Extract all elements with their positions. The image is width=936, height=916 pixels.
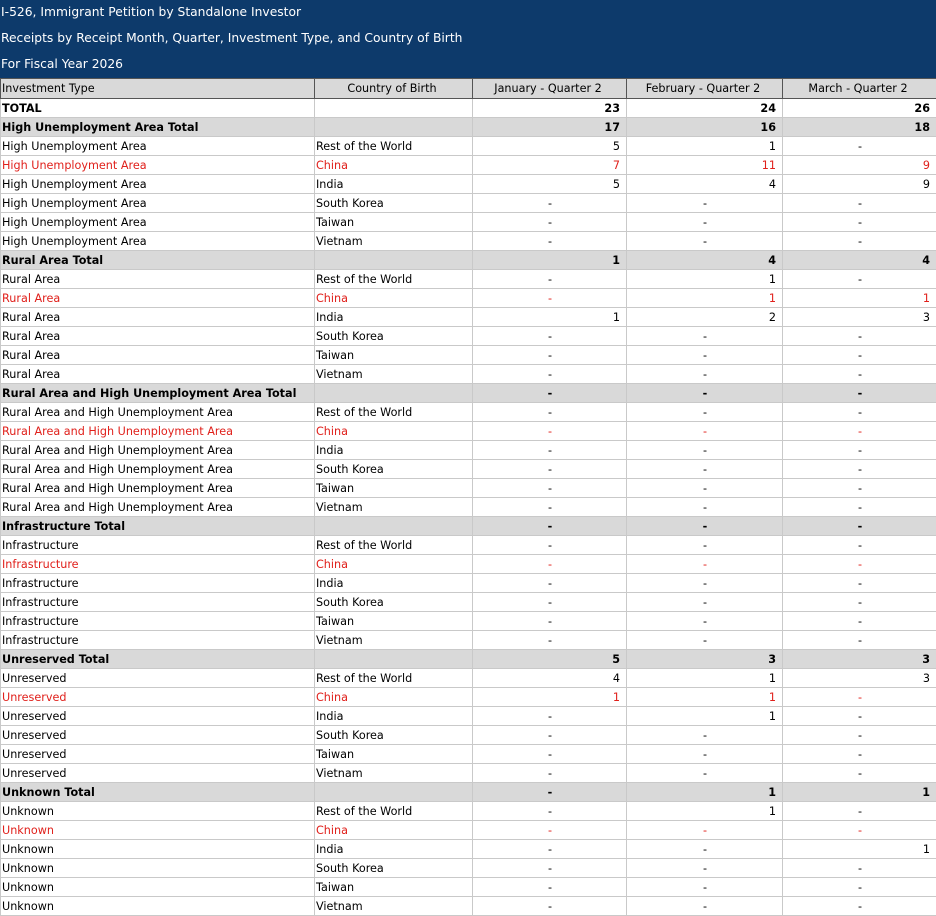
january-cell: - (473, 460, 627, 479)
march-cell: - (783, 232, 936, 251)
table-row (1, 137, 936, 156)
march-cell: - (783, 897, 936, 916)
table-row (1, 631, 936, 650)
january-cell: - (473, 859, 627, 878)
january-cell: - (473, 365, 627, 384)
table-total-row (1, 99, 936, 118)
country-cell (315, 650, 473, 669)
january-cell: - (473, 479, 627, 498)
country-cell: South Korea (315, 593, 473, 612)
investment-type-cell: High Unemployment Area (1, 137, 315, 156)
investment-type-cell: Rural Area Total (1, 251, 315, 270)
february-cell: - (627, 726, 783, 745)
report-title: I-526, Immigrant Petition by Standalone Investor (1, 5, 302, 19)
investment-type-cell: Rural Area and High Unemployment Area (1, 422, 315, 441)
country-cell: Rest of the World (315, 536, 473, 555)
country-cell: South Korea (315, 726, 473, 745)
investment-type-cell: Rural Area and High Unemployment Area (1, 498, 315, 517)
country-cell: Vietnam (315, 897, 473, 916)
country-cell: China (315, 422, 473, 441)
table-row (1, 669, 936, 688)
table-total-row (1, 251, 936, 270)
march-cell: - (783, 764, 936, 783)
february-cell: - (627, 479, 783, 498)
february-cell: - (627, 327, 783, 346)
investment-type-cell: Rural Area (1, 365, 315, 384)
march-cell: - (783, 403, 936, 422)
february-cell: - (627, 612, 783, 631)
investment-type-cell: Infrastructure (1, 555, 315, 574)
march-cell: 4 (783, 251, 936, 270)
table-row (1, 346, 936, 365)
country-cell: South Korea (315, 194, 473, 213)
february-cell: - (627, 403, 783, 422)
march-cell: 18 (783, 118, 936, 137)
report-subtitle: Receipts by Receipt Month, Quarter, Investment Type, and Country of Birth (1, 31, 463, 45)
table-row (1, 270, 936, 289)
march-cell: 26 (783, 99, 936, 118)
march-cell: - (783, 536, 936, 555)
investment-type-cell: Unreserved (1, 764, 315, 783)
february-cell: 1 (627, 802, 783, 821)
march-cell: - (783, 707, 936, 726)
march-cell: - (783, 593, 936, 612)
march-cell: - (783, 498, 936, 517)
country-cell: Rest of the World (315, 403, 473, 422)
table-row (1, 726, 936, 745)
investment-type-cell: Rural Area and High Unemployment Area (1, 460, 315, 479)
march-cell: 9 (783, 156, 936, 175)
february-cell: 16 (627, 118, 783, 137)
table-row (1, 764, 936, 783)
february-cell: - (627, 422, 783, 441)
table-total-row (1, 783, 936, 802)
january-cell: - (473, 707, 627, 726)
table-row (1, 612, 936, 631)
investment-type-cell: Infrastructure (1, 631, 315, 650)
february-cell: - (627, 878, 783, 897)
investment-type-cell: Unknown (1, 859, 315, 878)
march-cell: - (783, 460, 936, 479)
february-cell: - (627, 593, 783, 612)
january-cell: - (473, 270, 627, 289)
table-total-row (1, 517, 936, 536)
table-row (1, 175, 936, 194)
country-cell (315, 783, 473, 802)
table-row (1, 859, 936, 878)
march-cell: - (783, 802, 936, 821)
table-row (1, 194, 936, 213)
january-cell: 5 (473, 137, 627, 156)
table-row (1, 593, 936, 612)
january-cell: 4 (473, 669, 627, 688)
february-cell: - (627, 498, 783, 517)
march-cell: - (783, 422, 936, 441)
table-row (1, 821, 936, 840)
investment-type-cell: Unknown (1, 897, 315, 916)
investment-type-cell: Unknown Total (1, 783, 315, 802)
january-cell: - (473, 384, 627, 403)
january-cell: - (473, 878, 627, 897)
table-total-row (1, 384, 936, 403)
country-cell: Taiwan (315, 745, 473, 764)
table-row (1, 441, 936, 460)
investment-type-cell: Unreserved Total (1, 650, 315, 669)
january-cell: - (473, 232, 627, 251)
january-cell: 5 (473, 650, 627, 669)
january-cell: - (473, 327, 627, 346)
investment-type-cell: Unreserved (1, 745, 315, 764)
february-cell: - (627, 631, 783, 650)
march-cell: 9 (783, 175, 936, 194)
table-row (1, 897, 936, 916)
table-row (1, 878, 936, 897)
february-cell: - (627, 859, 783, 878)
january-cell: - (473, 517, 627, 536)
january-cell: - (473, 726, 627, 745)
february-cell: - (627, 460, 783, 479)
investment-type-cell: Rural Area (1, 270, 315, 289)
january-cell: 1 (473, 251, 627, 270)
table-row (1, 802, 936, 821)
column-header-country-of-birth: Country of Birth (315, 79, 473, 99)
country-cell: India (315, 441, 473, 460)
country-cell (315, 99, 473, 118)
february-cell: - (627, 517, 783, 536)
march-cell: - (783, 726, 936, 745)
investment-type-cell: Rural Area and High Unemployment Area Total (1, 384, 315, 403)
march-cell: - (783, 612, 936, 631)
march-cell: - (783, 441, 936, 460)
january-cell: - (473, 194, 627, 213)
march-cell: - (783, 878, 936, 897)
january-cell: - (473, 574, 627, 593)
january-cell: - (473, 536, 627, 555)
investment-type-cell: Unknown (1, 802, 315, 821)
table-row (1, 422, 936, 441)
investment-type-cell: Unreserved (1, 688, 315, 707)
investment-type-cell: Unreserved (1, 726, 315, 745)
investment-type-cell: Unreserved (1, 707, 315, 726)
february-cell: 1 (627, 707, 783, 726)
january-cell: - (473, 422, 627, 441)
january-cell: - (473, 612, 627, 631)
february-cell: 3 (627, 650, 783, 669)
march-cell: - (783, 479, 936, 498)
country-cell: Vietnam (315, 764, 473, 783)
country-cell (315, 118, 473, 137)
february-cell: - (627, 764, 783, 783)
investment-type-cell: High Unemployment Area (1, 156, 315, 175)
investment-type-cell: High Unemployment Area (1, 175, 315, 194)
country-cell: China (315, 555, 473, 574)
february-cell: - (627, 194, 783, 213)
february-cell: 11 (627, 156, 783, 175)
country-cell: South Korea (315, 327, 473, 346)
country-cell: Taiwan (315, 346, 473, 365)
february-cell: - (627, 213, 783, 232)
country-cell: Taiwan (315, 878, 473, 897)
table-row (1, 479, 936, 498)
march-cell: - (783, 137, 936, 156)
investment-type-cell: Infrastructure (1, 593, 315, 612)
table-row (1, 327, 936, 346)
column-header-investment-type: Investment Type (1, 79, 315, 99)
investment-type-cell: Unknown (1, 821, 315, 840)
march-cell: - (783, 574, 936, 593)
january-cell: - (473, 745, 627, 764)
country-cell: India (315, 175, 473, 194)
country-cell: South Korea (315, 859, 473, 878)
country-cell: Vietnam (315, 232, 473, 251)
country-cell: Taiwan (315, 479, 473, 498)
country-cell: Vietnam (315, 498, 473, 517)
investment-type-cell: Rural Area and High Unemployment Area (1, 403, 315, 422)
country-cell (315, 517, 473, 536)
march-cell: - (783, 517, 936, 536)
country-cell: China (315, 289, 473, 308)
table-row (1, 365, 936, 384)
january-cell: - (473, 289, 627, 308)
country-cell (315, 251, 473, 270)
country-cell: China (315, 688, 473, 707)
march-cell: 1 (783, 289, 936, 308)
table-header-row (1, 79, 936, 99)
investment-type-cell: Rural Area (1, 289, 315, 308)
february-cell: 1 (627, 669, 783, 688)
country-cell: China (315, 821, 473, 840)
january-cell: - (473, 555, 627, 574)
january-cell: - (473, 403, 627, 422)
country-cell: South Korea (315, 460, 473, 479)
table-total-row (1, 118, 936, 137)
march-cell: 1 (783, 840, 936, 859)
investment-type-cell: Infrastructure Total (1, 517, 315, 536)
table-row (1, 555, 936, 574)
january-cell: - (473, 213, 627, 232)
january-cell: 1 (473, 688, 627, 707)
march-cell: - (783, 194, 936, 213)
country-cell: Vietnam (315, 631, 473, 650)
february-cell: - (627, 365, 783, 384)
february-cell: 4 (627, 251, 783, 270)
column-header-march: March - Quarter 2 (783, 79, 936, 99)
february-cell: 4 (627, 175, 783, 194)
january-cell: - (473, 631, 627, 650)
february-cell: 1 (627, 688, 783, 707)
investment-type-cell: Rural Area (1, 327, 315, 346)
investment-type-cell: Rural Area and High Unemployment Area (1, 441, 315, 460)
february-cell: 1 (627, 137, 783, 156)
march-cell: - (783, 213, 936, 232)
january-cell: - (473, 802, 627, 821)
march-cell: - (783, 346, 936, 365)
february-cell: - (627, 897, 783, 916)
february-cell: - (627, 441, 783, 460)
february-cell: - (627, 232, 783, 251)
country-cell: Taiwan (315, 213, 473, 232)
investment-type-cell: Rural Area and High Unemployment Area (1, 479, 315, 498)
investment-type-cell: High Unemployment Area (1, 213, 315, 232)
table-row (1, 232, 936, 251)
table-row (1, 840, 936, 859)
table-row (1, 536, 936, 555)
january-cell: - (473, 764, 627, 783)
country-cell: Rest of the World (315, 137, 473, 156)
march-cell: - (783, 270, 936, 289)
country-cell: India (315, 707, 473, 726)
january-cell: 7 (473, 156, 627, 175)
fiscal-year-label: For Fiscal Year 2026 (1, 57, 123, 71)
march-cell: 3 (783, 308, 936, 327)
february-cell: - (627, 840, 783, 859)
february-cell: - (627, 821, 783, 840)
country-cell: Vietnam (315, 365, 473, 384)
march-cell: - (783, 745, 936, 764)
country-cell: India (315, 574, 473, 593)
investment-type-cell: Unreserved (1, 669, 315, 688)
report-header (0, 0, 936, 78)
february-cell: - (627, 574, 783, 593)
table-body (1, 99, 936, 916)
march-cell: 1 (783, 783, 936, 802)
february-cell: - (627, 555, 783, 574)
january-cell: - (473, 498, 627, 517)
investment-type-cell: Unknown (1, 878, 315, 897)
table-row (1, 308, 936, 327)
february-cell: - (627, 346, 783, 365)
table-row (1, 574, 936, 593)
january-cell: - (473, 593, 627, 612)
march-cell: 3 (783, 669, 936, 688)
march-cell: - (783, 631, 936, 650)
march-cell: - (783, 555, 936, 574)
march-cell: - (783, 688, 936, 707)
january-cell: - (473, 346, 627, 365)
receipts-table (0, 78, 936, 916)
country-cell: India (315, 840, 473, 859)
february-cell: 1 (627, 289, 783, 308)
march-cell: - (783, 384, 936, 403)
country-cell: China (315, 156, 473, 175)
column-header-january: January - Quarter 2 (473, 79, 627, 99)
country-cell: Taiwan (315, 612, 473, 631)
investment-type-cell: Infrastructure (1, 612, 315, 631)
country-cell: Rest of the World (315, 270, 473, 289)
table-row (1, 213, 936, 232)
investment-type-cell: High Unemployment Area (1, 232, 315, 251)
january-cell: 1 (473, 308, 627, 327)
march-cell: - (783, 327, 936, 346)
january-cell: 17 (473, 118, 627, 137)
march-cell: 3 (783, 650, 936, 669)
investment-type-cell: TOTAL (1, 99, 315, 118)
investment-type-cell: High Unemployment Area Total (1, 118, 315, 137)
march-cell: - (783, 859, 936, 878)
investment-type-cell: Infrastructure (1, 574, 315, 593)
february-cell: - (627, 536, 783, 555)
january-cell: - (473, 441, 627, 460)
investment-type-cell: Rural Area (1, 346, 315, 365)
february-cell: 1 (627, 783, 783, 802)
country-cell: India (315, 308, 473, 327)
february-cell: 1 (627, 270, 783, 289)
table-row (1, 745, 936, 764)
table-row (1, 403, 936, 422)
january-cell: - (473, 897, 627, 916)
february-cell: 2 (627, 308, 783, 327)
march-cell: - (783, 365, 936, 384)
table-row (1, 688, 936, 707)
table-row (1, 460, 936, 479)
country-cell (315, 384, 473, 403)
table-total-row (1, 650, 936, 669)
table-row (1, 498, 936, 517)
table-row (1, 156, 936, 175)
january-cell: - (473, 821, 627, 840)
february-cell: - (627, 384, 783, 403)
investment-type-cell: High Unemployment Area (1, 194, 315, 213)
investment-type-cell: Rural Area (1, 308, 315, 327)
country-cell: Rest of the World (315, 802, 473, 821)
january-cell: 23 (473, 99, 627, 118)
january-cell: 5 (473, 175, 627, 194)
january-cell: - (473, 783, 627, 802)
february-cell: 24 (627, 99, 783, 118)
investment-type-cell: Unknown (1, 840, 315, 859)
january-cell: - (473, 840, 627, 859)
february-cell: - (627, 745, 783, 764)
march-cell: - (783, 821, 936, 840)
table-row (1, 707, 936, 726)
column-header-february: February - Quarter 2 (627, 79, 783, 99)
country-cell: Rest of the World (315, 669, 473, 688)
investment-type-cell: Infrastructure (1, 536, 315, 555)
table-row (1, 289, 936, 308)
